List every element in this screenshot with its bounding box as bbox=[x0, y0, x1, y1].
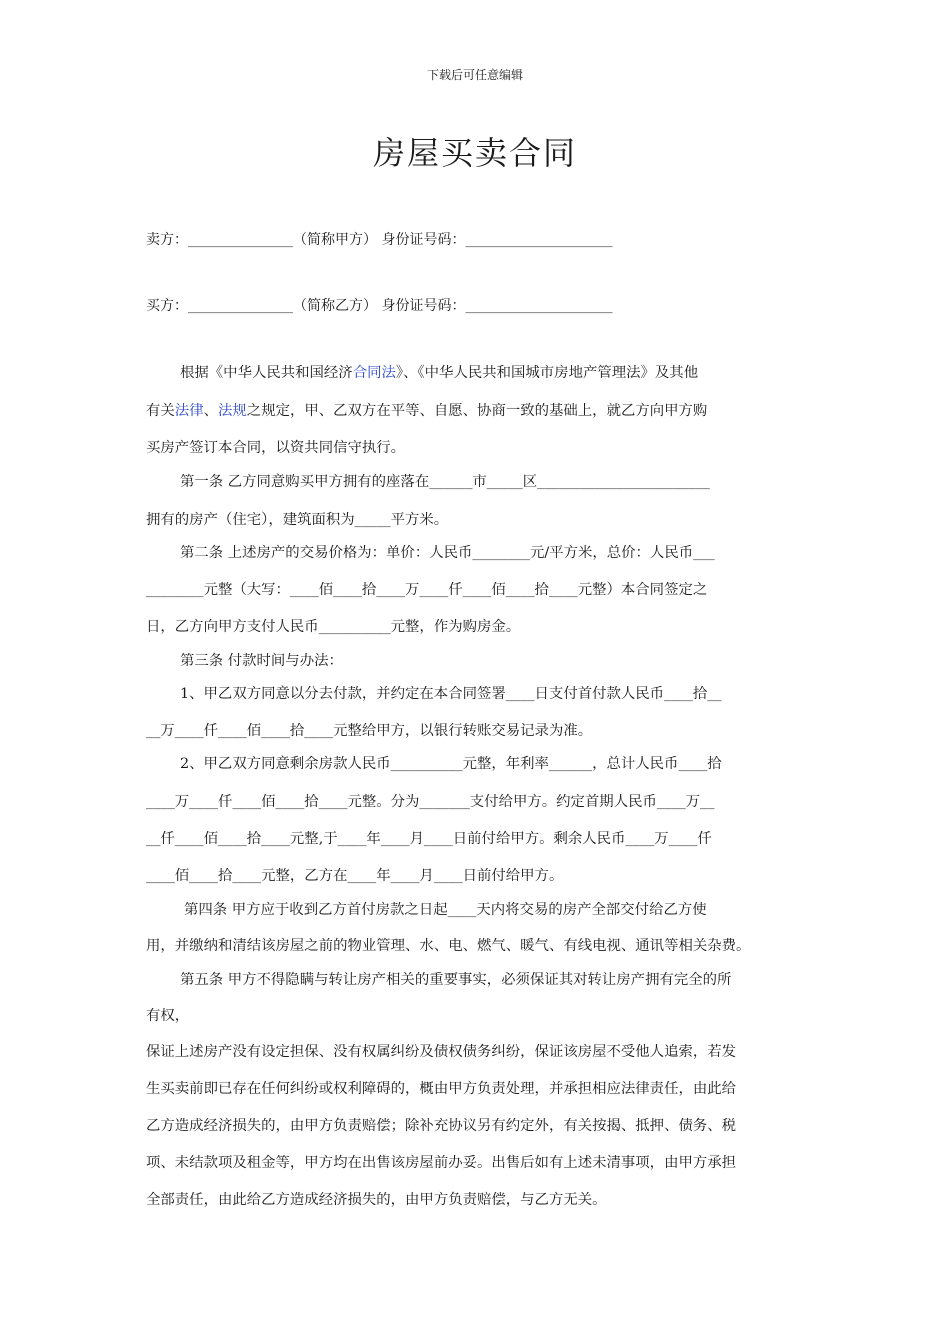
article5-line: 乙方造成经济损失的，由甲方负责赔偿；除补充协议另有约定外，有关按揭、抵押、债务、税 bbox=[146, 1118, 737, 1134]
article5-line: 生买卖前即已存在任何纠纷或权利障碍的，概由甲方负责处理，并承担相应法律责任，由此给 bbox=[146, 1081, 737, 1097]
article2-line: 第二条 上述房产的交易价格为：单价：人民币________元/平方米，总价：人民币___ bbox=[180, 545, 715, 561]
preamble-line-3: 买房产签订本合同，以资共同信守执行。 bbox=[146, 440, 406, 456]
article3-heading: 第三条 付款时间与办法： bbox=[180, 653, 343, 669]
article5-line: 保证上述房产没有设定担保、没有权属纠纷及债权债务纠纷，保证该房屋不受他人追索，若发 bbox=[146, 1044, 737, 1060]
article1-line: 拥有的房产（住宅），建筑面积为_____平方米。 bbox=[146, 512, 449, 528]
preamble-line-2 bbox=[146, 399, 707, 420]
document-title: 房屋买卖合同 bbox=[372, 134, 577, 172]
article4-line: 第四条 甲方应于收到乙方首付房款之日起____天内将交易的房产全部交付给乙方使 bbox=[184, 902, 707, 918]
law-link[interactable]: 法律 bbox=[174, 403, 204, 419]
article3-item1-line: 1、甲乙双方同意以分去付款，并约定在本合同签署____日支付首付款人民币____拾__ bbox=[180, 686, 722, 702]
preamble-line-1 bbox=[180, 361, 698, 382]
contract-law-link[interactable]: 合同法 bbox=[352, 365, 396, 381]
article1-line: 第一条 乙方同意购买甲方拥有的座落在______市_____区________________________ bbox=[180, 474, 710, 490]
article5-line: 第五条 甲方不得隐瞒与转让房产相关的重要事实，必须保证其对转让房产拥有完全的所 bbox=[180, 972, 732, 988]
article5-line: 项、未结款项及租金等，甲方均在出售该房屋前办妥。出售后如有上述未清事项，由甲方承担 bbox=[146, 1155, 737, 1171]
article5-line: 全部责任，由此给乙方造成经济损失的，由甲方负责赔偿，与乙方无关。 bbox=[146, 1192, 607, 1208]
article3-item2-line: ____佰____拾____元整，乙方在____年____月____日前付给甲方。 bbox=[146, 868, 564, 884]
article2-line: 日，乙方向甲方支付人民币__________元整，作为购房金。 bbox=[146, 619, 521, 635]
buyer-line: 买方：_______________（简称乙方） 身份证号码：_____________________ bbox=[146, 298, 613, 314]
article5-line: 有权， bbox=[146, 1008, 190, 1024]
preamble-text: 、 bbox=[203, 403, 218, 419]
preamble-text: 根据《中华人民共和国经济 bbox=[180, 365, 353, 381]
preamble-text: 之规定，甲、乙双方在平等、自愿、协商一致的基础上，就乙方向甲方购 bbox=[246, 403, 708, 419]
article3-item2-line: ____万____仟____佰____拾____元整。分为_______支付给甲方。约定首期人民币____万__ bbox=[146, 794, 715, 810]
regulation-link[interactable]: 法规 bbox=[218, 403, 247, 419]
article4-line: 用，并缴纳和清结该房屋之前的物业管理、水、电、燃气、暖气、有线电视、通讯等相关杂费。 bbox=[146, 938, 751, 954]
article3-item1-line: __万____仟____佰____拾____元整给甲方，以银行转账交易记录为准。 bbox=[146, 723, 593, 739]
article2-line: ________元整（大写：____佰____拾____万____仟____佰____拾____元整）本合同签定之 bbox=[146, 582, 708, 598]
article3-item2-line: 2、甲乙双方同意剩余房款人民币__________元整，年利率______，总计人民币____拾 bbox=[180, 756, 722, 772]
preamble-text: 》、《中华人民共和国城市房地产管理法》及其他 bbox=[395, 365, 699, 381]
seller-line: 卖方：_______________（简称甲方） 身份证号码：_____________________ bbox=[146, 232, 613, 248]
preamble-text: 有关 bbox=[146, 403, 175, 419]
article3-item2-line: __仟____佰____拾____元整,于____年____月____日前付给甲方。剩余人民币____万____仟 bbox=[146, 831, 712, 847]
header-note: 下载后可任意编辑 bbox=[426, 68, 523, 82]
